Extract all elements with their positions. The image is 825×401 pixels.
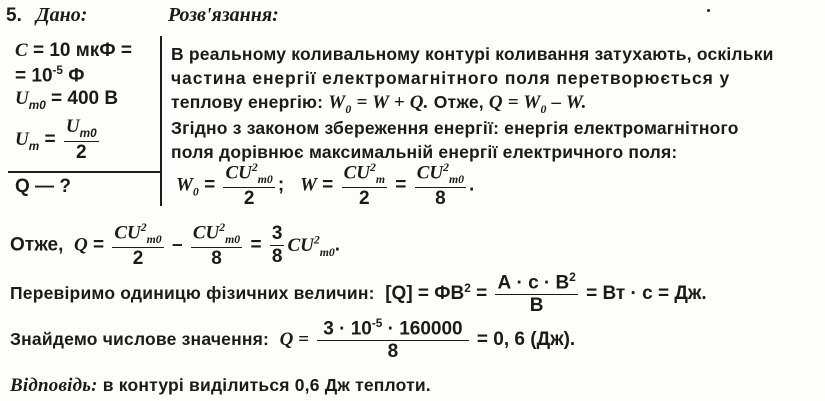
problem-number: 5.	[6, 5, 22, 26]
given-voltage-half: $U_m$ = $\frac{U_{m0}}{2}$	[15, 116, 97, 164]
stray-dot	[707, 9, 710, 12]
given-heading: Дано:	[36, 4, 88, 26]
given-divider-vertical	[160, 36, 162, 206]
solution-heading: Розв'язання:	[168, 4, 279, 26]
energy-formulas: $W_0$ = $\frac{CU^2_{m0}}{2}$ ; W = $\frac{CU^2_m}{2}$ = $\frac{CU^2_{m0}}{8}$ .	[176, 161, 475, 210]
solution-line-3: теплову енергію: $W_0 = W + Q$. Отже, $Q = W_0 - W$.	[171, 92, 587, 116]
solution-line-1: В реальному коливальному контурі коливання затухають, оскільки	[171, 44, 774, 64]
unit-check: Перевіримо одиницю фізичних величин: $[Q] = ФВ^2$ = $\frac{А \cdot с \cdot В^2}{В}$ = Вт · с = Дж.	[10, 271, 707, 317]
solution-line-5: поля дорівнює максимальній енергії електричного поля:	[171, 142, 678, 162]
given-voltage-max: $U_{m0} = 400$ В	[15, 88, 119, 112]
given-capacitance-si: = $10^{-5}$ Ф	[15, 64, 85, 87]
heat-formula: Отже, Q = $\frac{CU^2_{m0}}{2}$ – $\frac{CU^2_{m0}}{8}$ = $\frac{3}{8}$ $CU^2_{m0}$.	[10, 221, 341, 270]
given-divider-horizontal	[8, 171, 160, 173]
answer-line: Відповідь: в контурі виділиться 0,6 Дж теплоти.	[10, 375, 431, 396]
numeric-value: Знайдемо числове значення: Q = $\frac{3 \cdot 10^{-5} \cdot 160000}{8}$ = 0, 6 (Дж).	[10, 317, 576, 363]
solution-line-2: частина енергії електромагнітного поля перетворюється у	[171, 68, 731, 88]
given-capacitance: C = 10 мкФ =	[15, 40, 132, 61]
find-quantity: Q — ?	[15, 176, 71, 197]
solution-line-4: Згідно з законом збереження енергії: енергія електромагнітного	[171, 118, 739, 138]
